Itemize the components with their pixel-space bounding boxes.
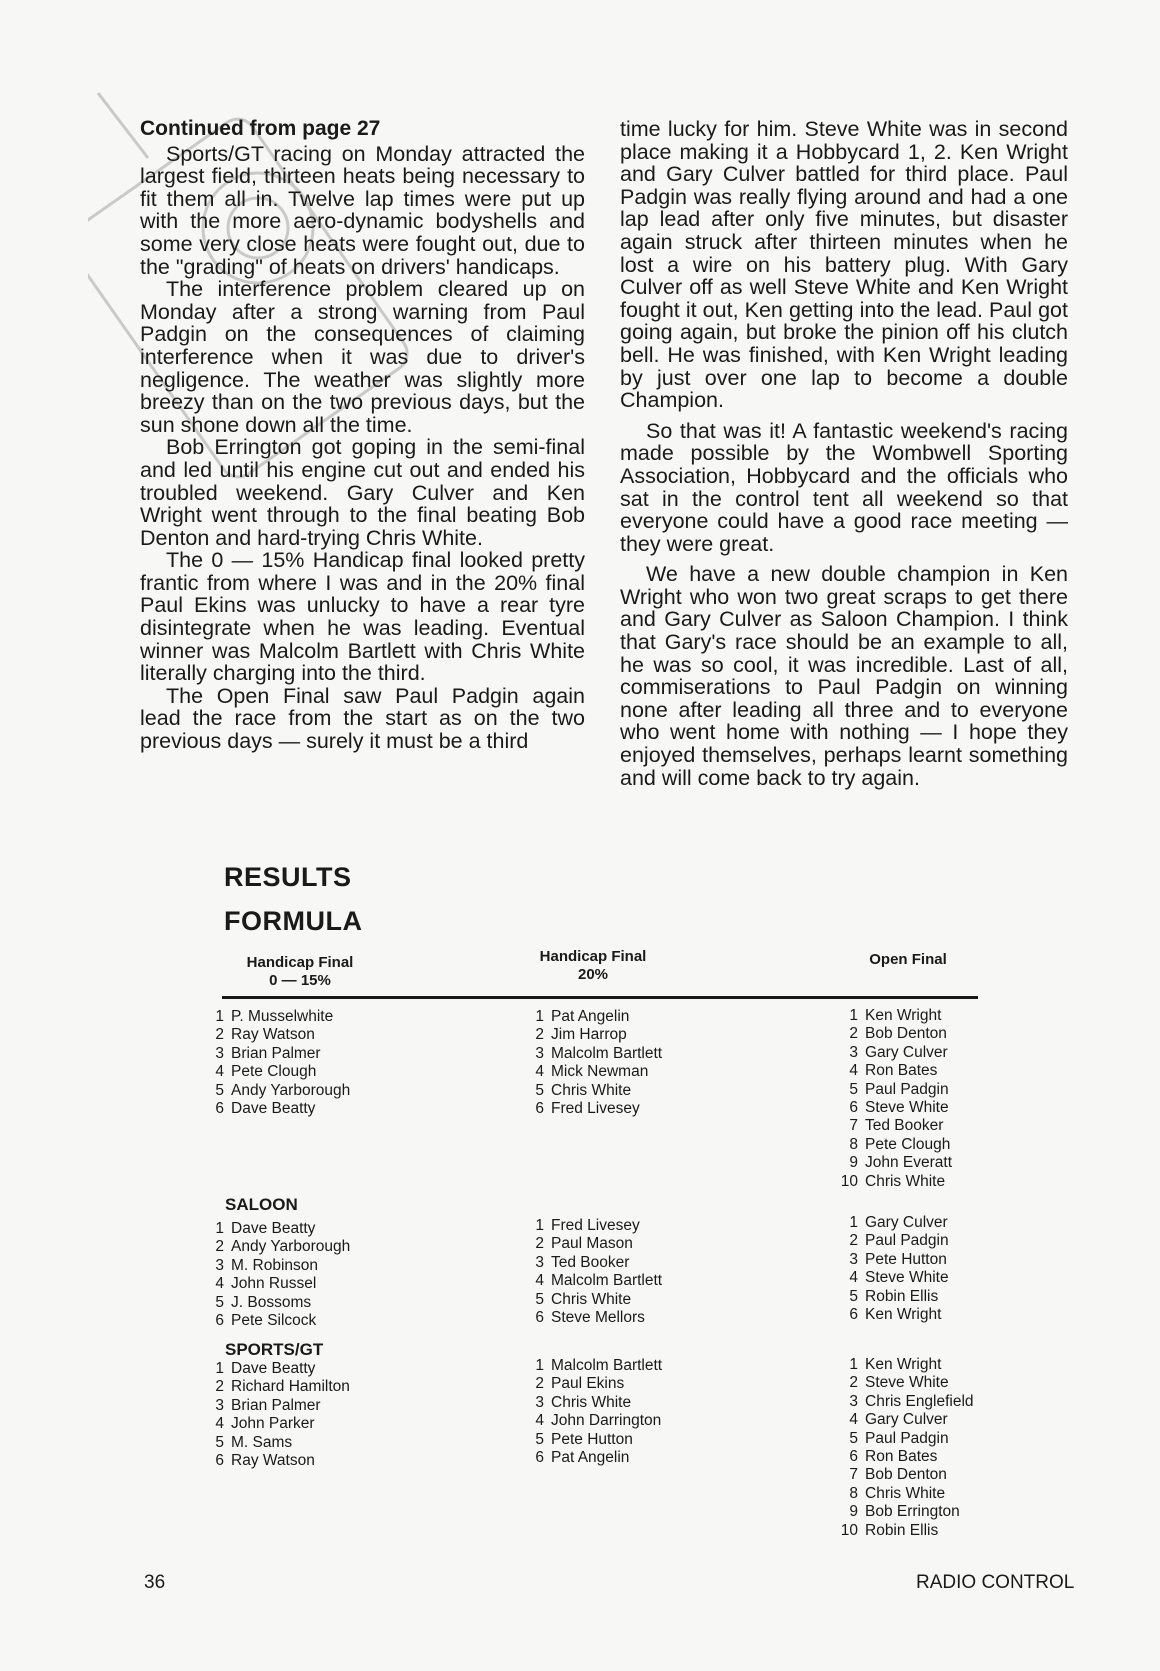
result-entry xyxy=(838,1099,952,1117)
saloon-handicap-20-list xyxy=(524,1217,662,1327)
driver-name: Ted Booker xyxy=(551,1253,630,1271)
result-entry xyxy=(838,1522,974,1540)
position-number: 6 xyxy=(535,1309,544,1327)
position-number: 5 xyxy=(535,1430,544,1448)
sports-gt-title: SPORTS/GT xyxy=(225,1340,324,1359)
page-number: 36 xyxy=(144,1572,166,1593)
result-entry xyxy=(838,1232,949,1250)
result-entry xyxy=(204,1312,350,1330)
result-entry xyxy=(838,1485,974,1503)
position-number: 1 xyxy=(535,1008,544,1025)
result-entry xyxy=(524,1100,662,1118)
driver-name: Chris White xyxy=(551,1290,632,1308)
result-entry xyxy=(204,1434,350,1452)
driver-name: Gary Culver xyxy=(865,1043,948,1061)
driver-name: Richard Hamilton xyxy=(231,1378,350,1396)
position-number: 6 xyxy=(215,1100,224,1118)
position-number: 5 xyxy=(215,1081,224,1099)
position-number: 5 xyxy=(215,1293,224,1311)
position-number: 5 xyxy=(215,1433,224,1451)
result-entry xyxy=(524,1309,662,1327)
formula-open-final-list xyxy=(838,1007,952,1191)
driver-name: John Everatt xyxy=(865,1154,953,1172)
position-number: 2 xyxy=(849,1374,858,1392)
paragraph: Bob Errington got goping in the semi-final and led until his engine cut out and ended his troubled weekend. Gary Culver and Ken Wright went through to the final beating Bob Denton and hard-trying Chris White. xyxy=(140,435,585,550)
result-entry xyxy=(204,1275,350,1293)
driver-name: Pete Clough xyxy=(865,1135,951,1153)
saloon-handicap-0-15-list xyxy=(204,1220,350,1330)
position-number: 3 xyxy=(535,1393,544,1411)
position-number: 1 xyxy=(215,1220,224,1237)
position-number: 3 xyxy=(215,1044,224,1062)
driver-name: Steve White xyxy=(865,1374,949,1392)
position-number: 5 xyxy=(535,1081,544,1099)
position-number: 3 xyxy=(849,1250,858,1268)
paragraph: The interference problem cleared up on Monday after a strong warning from Paul Padgin on the consequences of claiming interference when it was due to driver's negligence. The weather was slightly more breezy than on the two previous days, but the sun shone down all the time. xyxy=(140,277,585,437)
result-entry xyxy=(838,1007,952,1025)
driver-name: Robin Ellis xyxy=(865,1287,939,1305)
driver-name: J. Bossoms xyxy=(231,1293,312,1311)
position-number: 6 xyxy=(849,1306,858,1324)
article-column-right xyxy=(620,118,1068,789)
result-entry xyxy=(524,1235,662,1253)
result-entry xyxy=(204,1238,350,1256)
result-entry xyxy=(524,1063,662,1081)
column-header-handicap-0-15: Handicap Final 0 — 15% xyxy=(246,954,354,989)
result-entry xyxy=(524,1272,662,1290)
driver-name: Paul Padgin xyxy=(865,1080,949,1098)
position-number: 1 xyxy=(215,1008,224,1025)
position-number: 4 xyxy=(849,1269,858,1287)
driver-name: Paul Mason xyxy=(551,1235,633,1253)
position-number: 9 xyxy=(849,1154,858,1172)
driver-name: Gary Culver xyxy=(865,1214,948,1231)
position-number: 1 xyxy=(849,1007,858,1024)
driver-name: Jim Harrop xyxy=(551,1026,627,1044)
driver-name: Chris White xyxy=(551,1081,632,1099)
result-entry xyxy=(204,1045,350,1063)
driver-name: M. Sams xyxy=(231,1433,293,1451)
position-number: 4 xyxy=(849,1411,858,1429)
driver-name: Steve White xyxy=(865,1099,949,1117)
position-number: 4 xyxy=(849,1062,858,1080)
result-entry xyxy=(204,1397,350,1415)
position-number: 1 xyxy=(849,1214,858,1231)
position-number: 4 xyxy=(215,1415,224,1433)
result-entry xyxy=(838,1466,974,1484)
driver-name: Chris Englefield xyxy=(865,1392,974,1410)
result-entry xyxy=(524,1375,662,1393)
result-entry xyxy=(524,1217,662,1235)
position-number: 3 xyxy=(535,1044,544,1062)
position-number: 4 xyxy=(215,1275,224,1293)
driver-name: Pat Angelin xyxy=(551,1449,630,1467)
sports-gt-open-final-list xyxy=(838,1356,974,1540)
result-entry xyxy=(524,1412,662,1430)
driver-name: Dave Beatty xyxy=(231,1100,316,1118)
result-entry xyxy=(838,1044,952,1062)
header-rule xyxy=(222,996,978,999)
position-number: 2 xyxy=(215,1026,224,1044)
driver-name: Malcolm Bartlett xyxy=(551,1357,663,1374)
driver-name: Fred Livesey xyxy=(551,1217,640,1234)
position-number: 9 xyxy=(849,1503,858,1521)
position-number: 5 xyxy=(535,1290,544,1308)
continued-from-label: Continued from page 27 xyxy=(140,117,381,140)
result-entry xyxy=(524,1045,662,1063)
magazine-name: RADIO CONTROL xyxy=(916,1572,1075,1593)
result-entry xyxy=(524,1357,662,1375)
position-number: 3 xyxy=(849,1043,858,1061)
result-entry xyxy=(204,1294,350,1312)
position-number: 7 xyxy=(849,1117,858,1135)
paragraph: We have a new double champion in Ken Wright who won two great scraps to get there and Gary Culver as Saloon Champion. I think that Gary's race should be an example to all, he was so cool, it was incredible. Last of all, commiserations to Paul Padgin on winning none after leading all three and to everyone who went home with nothing — I hope they enjoyed themselves, perhaps learnt something and will come back to try again. xyxy=(620,562,1068,790)
position-number: 1 xyxy=(535,1217,544,1234)
paragraph: So that was it! A fantastic weekend's racing made possible by the Wombwell Sporting Association, Hobbycard and the officials who sat in the control tent all weekend so that everyone could have a good race meeting — they were great. xyxy=(620,418,1068,556)
result-entry xyxy=(204,1082,350,1100)
formula-handicap-0-15-list xyxy=(204,1008,350,1118)
result-entry xyxy=(838,1448,974,1466)
position-number: 6 xyxy=(849,1448,858,1466)
result-entry xyxy=(838,1306,949,1324)
driver-name: Malcolm Bartlett xyxy=(551,1272,663,1290)
driver-name: Mick Newman xyxy=(551,1063,649,1081)
result-entry xyxy=(524,1431,662,1449)
result-entry xyxy=(204,1063,350,1081)
column-header-open-final: Open Final xyxy=(869,951,947,968)
position-number: 8 xyxy=(849,1484,858,1502)
result-entry xyxy=(838,1117,952,1135)
result-entry xyxy=(838,1154,952,1172)
driver-name: Gary Culver xyxy=(865,1411,948,1429)
driver-name: Pat Angelin xyxy=(551,1008,630,1025)
driver-name: Brian Palmer xyxy=(231,1396,321,1414)
driver-name: M. Robinson xyxy=(231,1256,319,1274)
result-entry xyxy=(204,1026,350,1044)
position-number: 4 xyxy=(535,1272,544,1290)
result-entry xyxy=(838,1062,952,1080)
result-entry xyxy=(838,1503,974,1521)
paragraph: Sports/GT racing on Monday attracted the largest field, thirteen heats being necessary to fit them all in. Twelve lap times were put up with the more aero-dynamic bodyshells and some very close heats were fought out, due to the "grading" of heats on drivers' handicaps. xyxy=(140,141,585,279)
position-number: 6 xyxy=(849,1099,858,1117)
driver-name: Pete Hutton xyxy=(865,1250,947,1268)
position-number: 3 xyxy=(215,1256,224,1274)
position-number: 6 xyxy=(535,1100,544,1118)
result-entry xyxy=(838,1269,949,1287)
result-entry xyxy=(838,1374,974,1392)
position-number: 3 xyxy=(535,1253,544,1271)
driver-name: Bob Denton xyxy=(865,1025,947,1043)
driver-name: Ron Bates xyxy=(865,1062,938,1080)
result-entry xyxy=(524,1026,662,1044)
position-number: 10 xyxy=(840,1521,858,1539)
saloon-title: SALOON xyxy=(225,1195,298,1214)
driver-name: Ron Bates xyxy=(865,1448,938,1466)
driver-name: Dave Beatty xyxy=(231,1360,316,1377)
paragraph: The 0 — 15% Handicap final looked pretty frantic from where I was and in the 20% final Paul Ekins was unlucky to have a rear tyre disintegrate when he was leading. Eventual winner was Malcolm Bartlett with Chris White literally charging into the third. xyxy=(140,548,585,686)
sports-gt-handicap-0-15-list xyxy=(204,1360,350,1470)
driver-name: Pete Clough xyxy=(231,1063,317,1081)
result-entry xyxy=(524,1082,662,1100)
driver-name: Ray Watson xyxy=(231,1452,315,1470)
driver-name: Paul Padgin xyxy=(865,1232,949,1250)
driver-name: Steve White xyxy=(865,1269,949,1287)
position-number: 1 xyxy=(849,1356,858,1373)
position-number: 8 xyxy=(849,1135,858,1153)
position-number: 5 xyxy=(849,1429,858,1447)
results-title: RESULTS xyxy=(224,862,352,892)
driver-name: Dave Beatty xyxy=(231,1220,316,1237)
result-entry xyxy=(204,1378,350,1396)
sports-gt-handicap-20-list xyxy=(524,1357,662,1467)
position-number: 3 xyxy=(849,1392,858,1410)
driver-name: Bob Denton xyxy=(865,1466,947,1484)
driver-name: Pete Silcock xyxy=(231,1312,317,1330)
position-number: 2 xyxy=(215,1238,224,1256)
result-entry xyxy=(524,1008,662,1026)
driver-name: John Parker xyxy=(231,1415,315,1433)
column-header-handicap-20: Handicap Final 20% xyxy=(539,948,647,983)
driver-name: Paul Padgin xyxy=(865,1429,949,1447)
result-entry xyxy=(838,1411,974,1429)
result-entry xyxy=(524,1254,662,1272)
position-number: 3 xyxy=(215,1396,224,1414)
driver-name: Andy Yarborough xyxy=(231,1238,351,1256)
position-number: 6 xyxy=(535,1449,544,1467)
position-number: 6 xyxy=(215,1452,224,1470)
result-entry xyxy=(204,1008,350,1026)
result-entry xyxy=(838,1136,952,1154)
position-number: 2 xyxy=(535,1375,544,1393)
driver-name: Chris White xyxy=(551,1393,632,1411)
position-number: 2 xyxy=(215,1378,224,1396)
driver-name: Pete Hutton xyxy=(551,1430,633,1448)
result-entry xyxy=(838,1393,974,1411)
driver-name: Paul Ekins xyxy=(551,1375,625,1393)
driver-name: Fred Livesey xyxy=(551,1100,640,1118)
paragraph: The Open Final saw Paul Padgin again lead the race from the start as on the two previous days — surely it must be a third xyxy=(140,683,585,754)
position-number: 6 xyxy=(215,1312,224,1330)
paragraph: time lucky for him. Steve White was in second place making it a Hobbycard 1, 2. Ken Wright and Gary Culver battled for third place. Paul Padgin was really flying around and had a one lap lead after only five minutes, but disaster again struck after thirteen minutes when he lost a wire on his battery plug. With Gary Culver off as well Steve White and Ken Wright fought it out, Ken getting into the lead. Paul got going again, but broke the pinion off his clutch bell. He was finished, with Ken Wright leading by just over one lap to become a double Champion. xyxy=(620,117,1068,413)
position-number: 2 xyxy=(535,1235,544,1253)
formula-handicap-20-list xyxy=(524,1008,662,1118)
position-number: 4 xyxy=(535,1063,544,1081)
driver-name: John Darrington xyxy=(551,1412,662,1430)
saloon-open-final-list xyxy=(838,1214,949,1324)
result-entry xyxy=(204,1415,350,1433)
driver-name: Robin Ellis xyxy=(865,1521,939,1539)
driver-name: Ray Watson xyxy=(231,1026,315,1044)
position-number: 10 xyxy=(840,1172,858,1190)
result-entry xyxy=(524,1291,662,1309)
result-entry xyxy=(524,1449,662,1467)
result-entry xyxy=(838,1430,974,1448)
position-number: 1 xyxy=(535,1357,544,1374)
driver-name: Ted Booker xyxy=(865,1117,944,1135)
position-number: 4 xyxy=(215,1063,224,1081)
driver-name: Chris White xyxy=(865,1484,946,1502)
position-number: 7 xyxy=(849,1466,858,1484)
result-entry xyxy=(838,1288,949,1306)
result-entry xyxy=(204,1100,350,1118)
driver-name: Brian Palmer xyxy=(231,1044,321,1062)
driver-name: John Russel xyxy=(231,1275,317,1293)
position-number: 2 xyxy=(849,1232,858,1250)
driver-name: Ken Wright xyxy=(865,1356,942,1373)
driver-name: Andy Yarborough xyxy=(231,1081,351,1099)
result-entry xyxy=(204,1257,350,1275)
driver-name: Ken Wright xyxy=(865,1007,942,1024)
article-column-left xyxy=(140,118,585,753)
result-entry xyxy=(838,1356,974,1374)
result-entry xyxy=(524,1394,662,1412)
position-number: 5 xyxy=(849,1287,858,1305)
result-entry xyxy=(204,1452,350,1470)
position-number: 2 xyxy=(849,1025,858,1043)
formula-title: FORMULA xyxy=(224,906,363,936)
driver-name: P. Musselwhite xyxy=(231,1008,334,1025)
result-entry xyxy=(838,1214,949,1232)
position-number: 5 xyxy=(849,1080,858,1098)
driver-name: Malcolm Bartlett xyxy=(551,1044,663,1062)
result-entry xyxy=(838,1173,952,1191)
result-entry xyxy=(838,1251,949,1269)
driver-name: Bob Errington xyxy=(865,1503,960,1521)
position-number: 4 xyxy=(535,1412,544,1430)
result-entry xyxy=(838,1025,952,1043)
position-number: 2 xyxy=(535,1026,544,1044)
driver-name: Chris White xyxy=(865,1172,946,1190)
position-number: 1 xyxy=(215,1360,224,1377)
driver-name: Steve Mellors xyxy=(551,1309,645,1327)
driver-name: Ken Wright xyxy=(865,1306,942,1324)
result-entry xyxy=(204,1360,350,1378)
result-entry xyxy=(838,1081,952,1099)
result-entry xyxy=(204,1220,350,1238)
